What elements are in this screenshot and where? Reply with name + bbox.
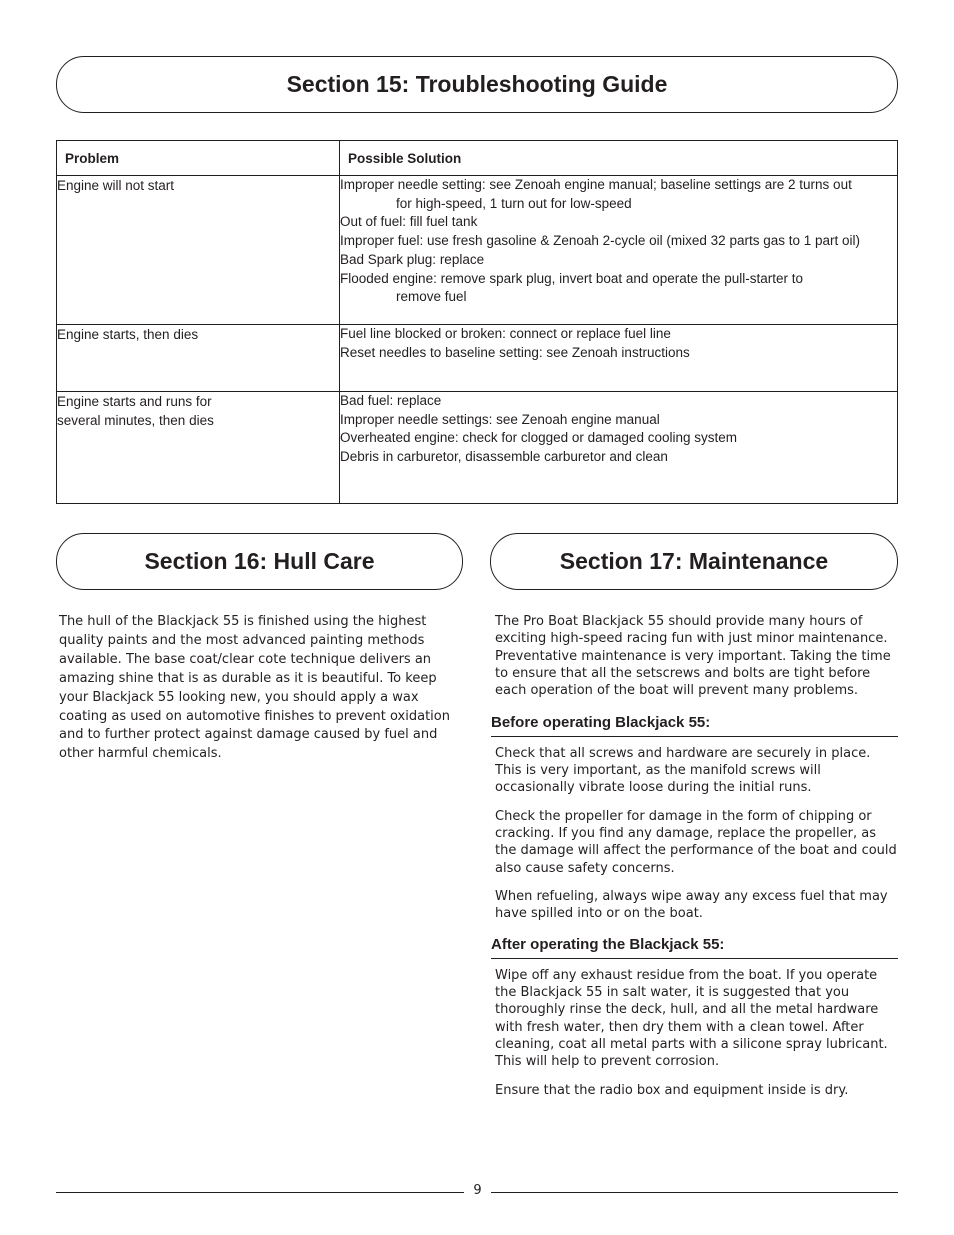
solution-item: Bad Spark plug: replace xyxy=(340,251,485,267)
solution-continuation: remove fuel xyxy=(396,289,467,305)
solution-item: Overheated engine: check for clogged or damaged cooling system xyxy=(340,430,737,446)
table-row xyxy=(57,325,898,392)
maintenance-intro: The Pro Boat Blackjack 55 should provide many hours of exciting high-speed racing fun with just minor maintenance. Preventative maintenance is very important. Taking the time to ensure that all the setscrews and bolts are tight before each operation of the boat will prevent many problems. xyxy=(495,614,891,699)
solution-item: Bad fuel: replace xyxy=(340,393,442,408)
problem-cell xyxy=(57,176,340,325)
solution-text: Improper needle setting: see Zenoah engine manual; baseline settings are 2 turns out xyxy=(340,177,852,192)
after-operating-heading: After operating the Blackjack 55: xyxy=(491,936,898,959)
footer-rule-left xyxy=(56,1192,464,1193)
before-paragraph: Check the propeller for damage in the form of chipping or cracking. If you find any damage, replace the propeller, as the damage will affect the performance of the boat and could also cause safety concerns. xyxy=(495,809,897,876)
problem-text: several minutes, then dies xyxy=(57,413,214,428)
before-operating-heading: Before operating Blackjack 55: xyxy=(491,714,898,737)
problem-text: Engine starts, then dies xyxy=(57,327,199,342)
problem-text: Engine starts and runs for xyxy=(57,394,212,409)
solution-cell xyxy=(340,325,898,392)
problem-cell xyxy=(57,392,340,504)
problem-text: Engine will not start xyxy=(57,178,175,193)
solution-item: Reset needles to baseline setting: see Zenoah instructions xyxy=(340,344,690,360)
after-paragraph: Wipe off any exhaust residue from the boat. If you operate the Blackjack 55 in salt water, it is suggested that you thoroughly rinse the deck, hull, and all the metal hardware with fresh water, then dry them with a clean towel. After cleaning, coat all metal parts with a silicone spray lubricant. This will help to prevent corrosion. xyxy=(495,968,888,1070)
section-15-title: Section 15: Troubleshooting Guide xyxy=(56,56,898,113)
solution-item xyxy=(340,270,897,307)
before-paragraph: Check that all screws and hardware are securely in place. This is very important, as the manifold screws will occasionally vibrate loose during the initial runs. xyxy=(495,746,871,796)
solution-item: Debris in carburetor, disassemble carburetor and clean xyxy=(340,449,668,465)
solution-item: Improper needle settings: see Zenoah engine manual xyxy=(340,411,660,427)
section-17-title: Section 17: Maintenance xyxy=(490,533,898,590)
solution-header: Possible Solution xyxy=(340,141,898,176)
table-row xyxy=(57,392,898,504)
table-header-row xyxy=(57,141,898,176)
solution-item: Fuel line blocked or broken: connect or replace fuel line xyxy=(340,326,671,341)
table-row xyxy=(57,176,898,325)
solution-item: Improper fuel: use fresh gasoline & Zenoah 2-cycle oil (mixed 32 parts gas to 1 part oil) xyxy=(340,233,861,249)
problem-header: Problem xyxy=(57,141,340,176)
after-paragraph: Ensure that the radio box and equipment inside is dry. xyxy=(495,1083,849,1098)
solution-continuation: for high-speed, 1 turn out for low-speed xyxy=(396,195,632,211)
before-paragraph: When refueling, always wipe away any excess fuel that may have spilled into or on the boat. xyxy=(495,889,888,922)
solution-item xyxy=(340,176,897,213)
problem-cell xyxy=(57,325,340,392)
footer-rule-right xyxy=(491,1192,898,1193)
troubleshooting-table xyxy=(56,140,898,504)
solution-cell xyxy=(340,176,898,325)
solution-cell xyxy=(340,392,898,504)
solution-item: Out of fuel: fill fuel tank xyxy=(340,214,478,230)
hull-care-paragraph: The hull of the Blackjack 55 is finished using the highest quality paints and the most advanced painting methods available. The base coat/clear cote technique delivers an amazing shine that is as durable as it is beautiful. To keep your Blackjack 55 looking new, you should apply a wax coating as used on automotive finishes to prevent oxidation and to further protect against damage caused by fuel and other harmful chemicals. xyxy=(59,614,450,762)
page-number: 9 xyxy=(473,1183,482,1198)
section-16-title: Section 16: Hull Care xyxy=(56,533,463,590)
solution-text: Flooded engine: remove spark plug, invert boat and operate the pull-starter to xyxy=(340,270,804,286)
